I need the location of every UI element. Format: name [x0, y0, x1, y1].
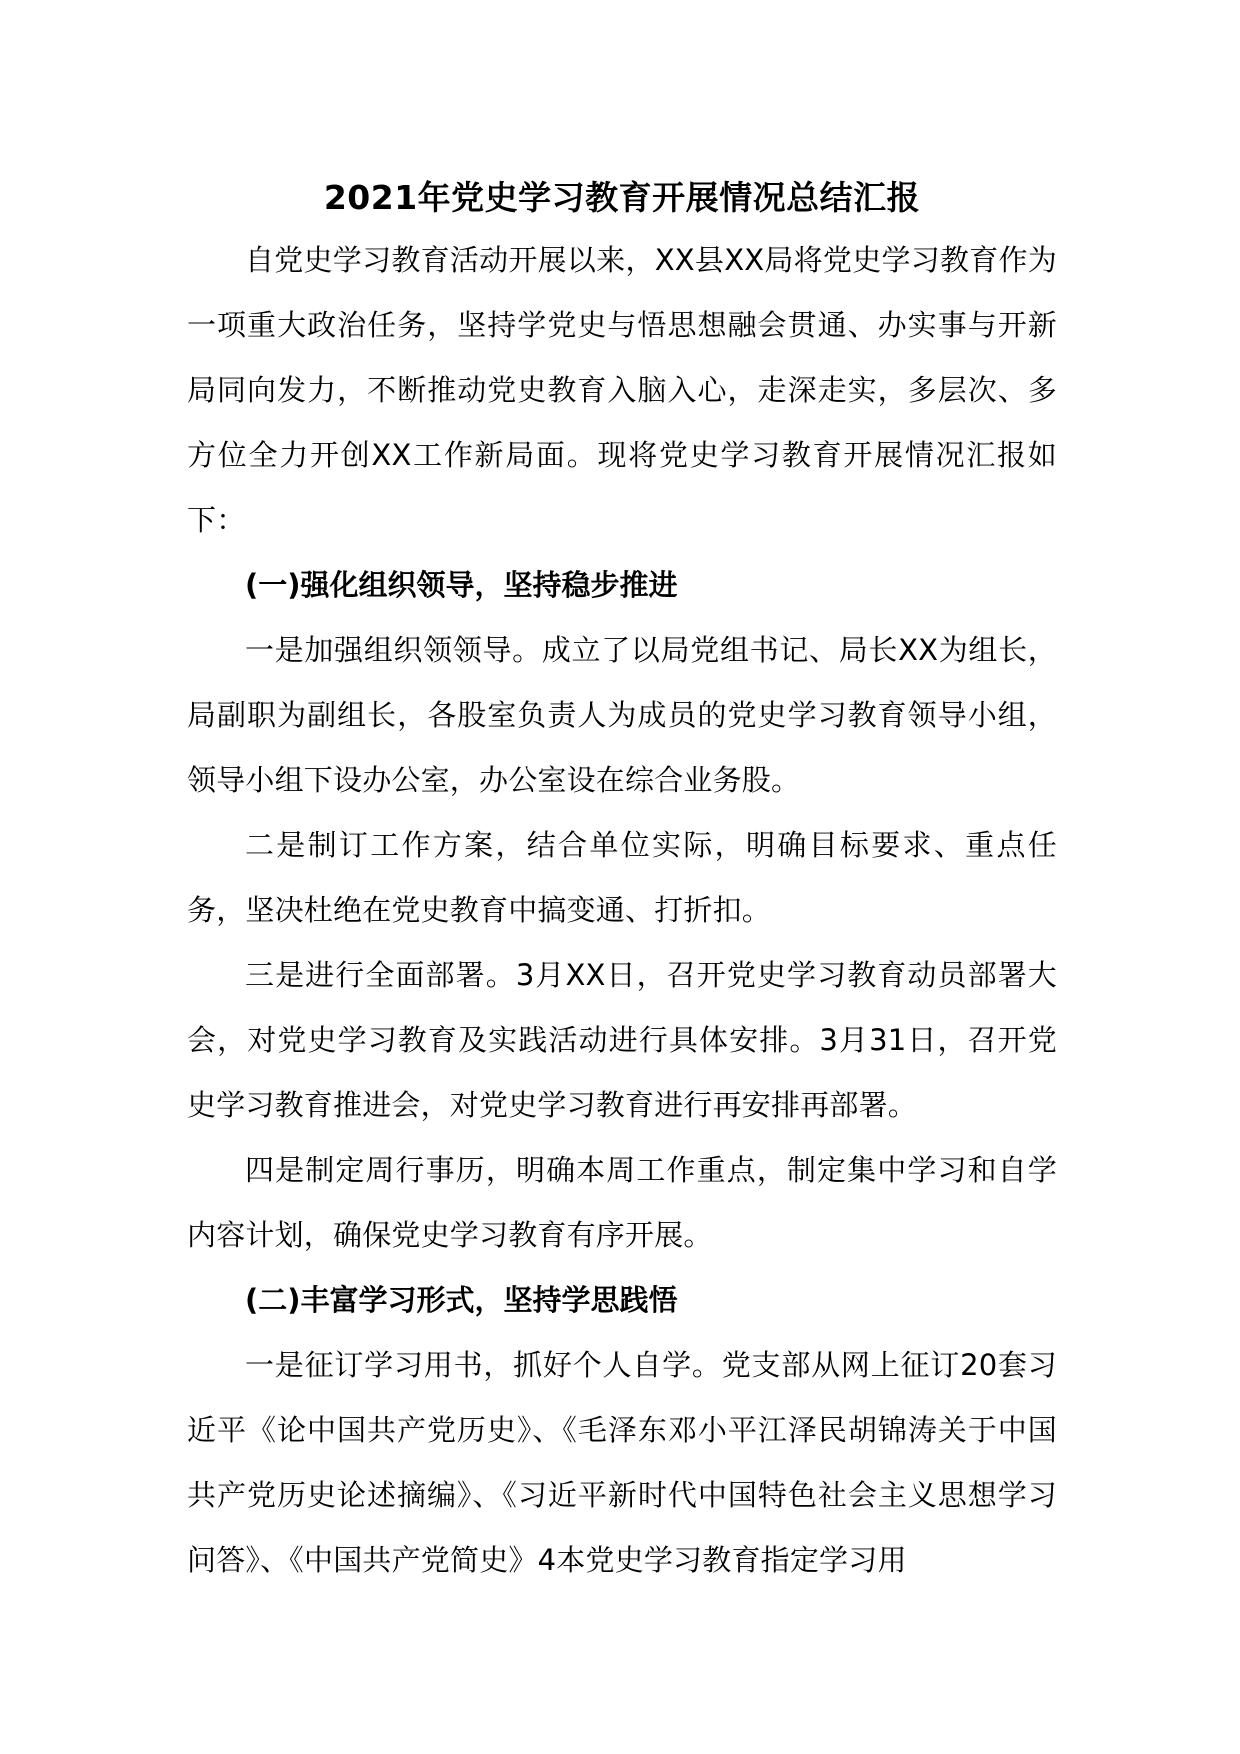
paragraph-study-books: 一是征订学习用书，抓好个人自学。党支部从网上征订20套习近平《论中国共产党历史》、《毛泽东邓小平江泽民胡锦涛关于中国共产党历史论述摘编》、《习近平新时代中国特色社会主义思想学习问答》、《中国共产党简史》4本党史学习教育指定学习用 — [187, 1348, 1057, 1577]
paragraph-work-plan: 二是制订工作方案，结合单位实际，明确目标要求、重点任务，坚决杜绝在党史教育中搞变通、打折扣。 — [187, 828, 1057, 927]
paragraph-weekly-schedule: 四是制定周行事历，明确本周工作重点，制定集中学习和自学内容计划，确保党史学习教育有序开展。 — [187, 1153, 1057, 1252]
document-title: 2021年党史学习教育开展情况总结汇报 — [323, 178, 921, 217]
paragraph-deployment: 三是进行全面部署。3月XX日，召开党史学习教育动员部署大会，对党史学习教育及实践活动进行具体安排。3月31日，召开党史学习教育推进会，对党史学习教育进行再安排再部署。 — [187, 958, 1057, 1122]
document-body — [187, 168, 1057, 1593]
section-heading-2: (二)丰富学习形式，坚持学思践悟 — [245, 1283, 678, 1317]
paragraph-organization-leadership: 一是加强组织领领导。成立了以局党组书记、局长XX为组长，局副职为副组长，各股室负责人为成员的党史学习教育领导小组，领导小组下设办公室，办公室设在综合业务股。 — [187, 633, 1057, 797]
intro-paragraph: 自党史学习教育活动开展以来，XX县XX局将党史学习教育作为一项重大政治任务，坚持学党史与悟思想融会贯通、办实事与开新局同向发力，不断推动党史教育入脑入心，走深走实，多层次、多方位全力开创XX工作新局面。现将党史学习教育开展情况汇报如下： — [187, 243, 1057, 537]
section-heading-1: (一)强化组织领导，坚持稳步推进 — [245, 568, 678, 602]
